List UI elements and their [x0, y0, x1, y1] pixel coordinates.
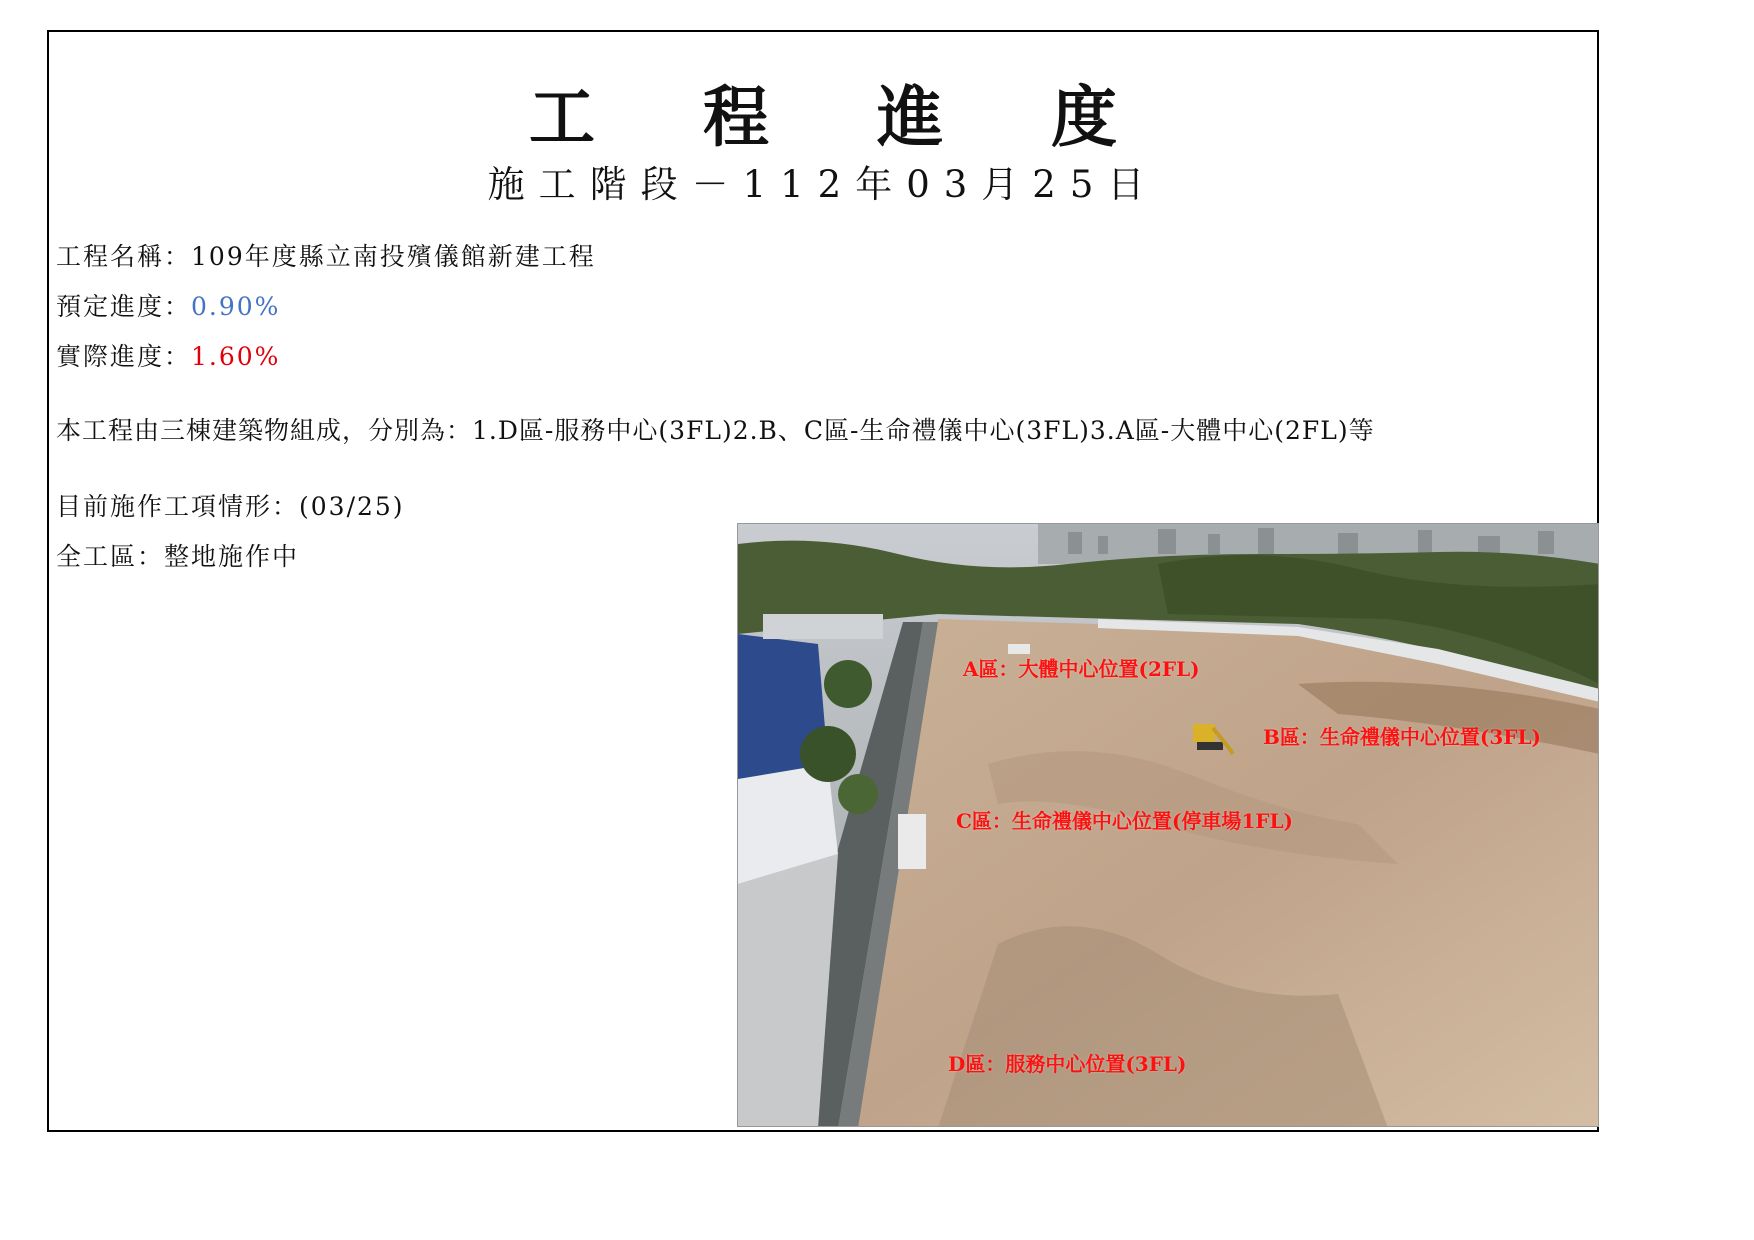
actual-progress-row: [56, 344, 280, 369]
project-description: 本工程由三棟建築物組成，分別為：1.D區-服務中心(3FL)2.B、C區-生命禮儀中心(3FL)3.A區-大體中心(2FL)等: [56, 416, 1375, 445]
zone-a-label: A區：大體中心位置(2FL): [963, 657, 1200, 681]
planned-progress-row: [56, 294, 280, 319]
zone-b-label: B區：生命禮儀中心位置(3FL): [1263, 725, 1542, 749]
current-work-label: 目前施作工項情形：(03/25): [56, 492, 405, 521]
current-work-status: 全工區：整地施作中: [56, 542, 300, 571]
planned-progress-value: 0.90%: [191, 292, 281, 321]
page-subtitle: 施工階段－112年03月25日: [487, 163, 1159, 206]
zone-c-label: C區：生命禮儀中心位置(停車場1FL): [956, 809, 1294, 833]
project-name-label: 工程名稱：: [56, 242, 192, 271]
actual-progress-value: 1.60%: [191, 342, 281, 371]
planned-progress-label: 預定進度：: [56, 292, 192, 321]
zone-d-label: D區：服務中心位置(3FL): [948, 1052, 1187, 1076]
site-photo: [737, 523, 1599, 1127]
project-name-row: [56, 244, 596, 269]
page-title: 工程進度: [529, 78, 1225, 156]
project-name-value: 109年度縣立南投殯儀館新建工程: [191, 242, 596, 271]
actual-progress-label: 實際進度：: [56, 342, 192, 371]
